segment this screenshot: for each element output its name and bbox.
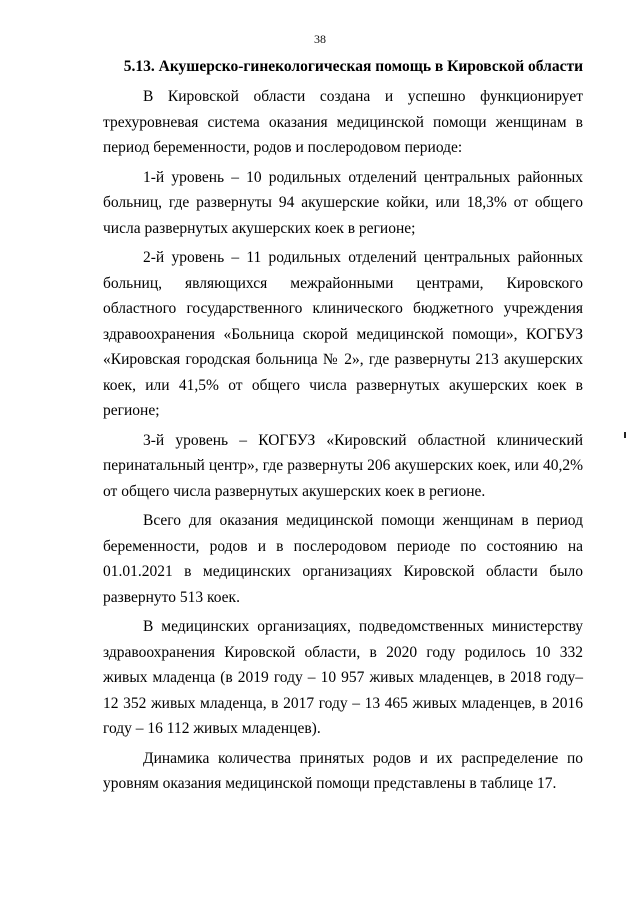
margin-mark xyxy=(624,432,626,438)
paragraph-total-beds: Всего для оказания медицинской помощи женщинам в период беременности, родов и в послеродовом периоде по состоянию на 01.01.2021 в медицинских организациях Кировской области было развернуто 513 коек. xyxy=(103,512,583,606)
body-text xyxy=(103,84,583,801)
paragraph-births: В медицинских организациях, подведомственных министерству здравоохранения Кировской области, в 2020 году родилось 10 332 живых младенца (в 2019 году – 10 957 живых младенцев, в 2018 году– 12 352 живых младенца, в 2017 году – 13 465 живых младенцев, в 2016 году – 16 112 живых младенцев). xyxy=(103,618,583,737)
paragraph-level-3: 3-й уровень – КОГБУЗ «Кировский областной клинический перинатальный центр», где развернуты 206 акушерских коек, или 40,2% от общего числа развернутых акушерских коек в регионе. xyxy=(103,431,583,500)
page-number: 38 xyxy=(314,32,326,46)
paragraph-level-1: 1-й уровень – 10 родильных отделений центральных районных больниц, где развернуты 94 акушерские койки, или 18,3% от общего числа развернутых акушерских коек в регионе; xyxy=(103,168,583,237)
paragraph-level-2: 2-й уровень – 11 родильных отделений центральных районных больниц, являющихся межрайонными центрами, Кировского областного государственного клинического бюджетного учреждения здравоохранения «Больница скорой медицинской помощи», КОГБУЗ «Кировская городская больница № 2», где развернуты 213 акушерских коек, или 41,5% от общего числа развернутых акушерских коек в регионе; xyxy=(103,249,583,419)
paragraph-intro: В Кировской области создана и успешно функционирует трехуровневая система оказания медицинской помощи женщинам в период беременности, родов и послеродовом периоде: xyxy=(103,88,583,156)
section-heading: 5.13. Акушерско-гинекологическая помощь в Кировской области xyxy=(123,58,583,75)
paragraph-table-reference: Динамика количества принятых родов и их распределение по уровням оказания медицинской помощи представлены в таблице 17. xyxy=(103,749,583,792)
